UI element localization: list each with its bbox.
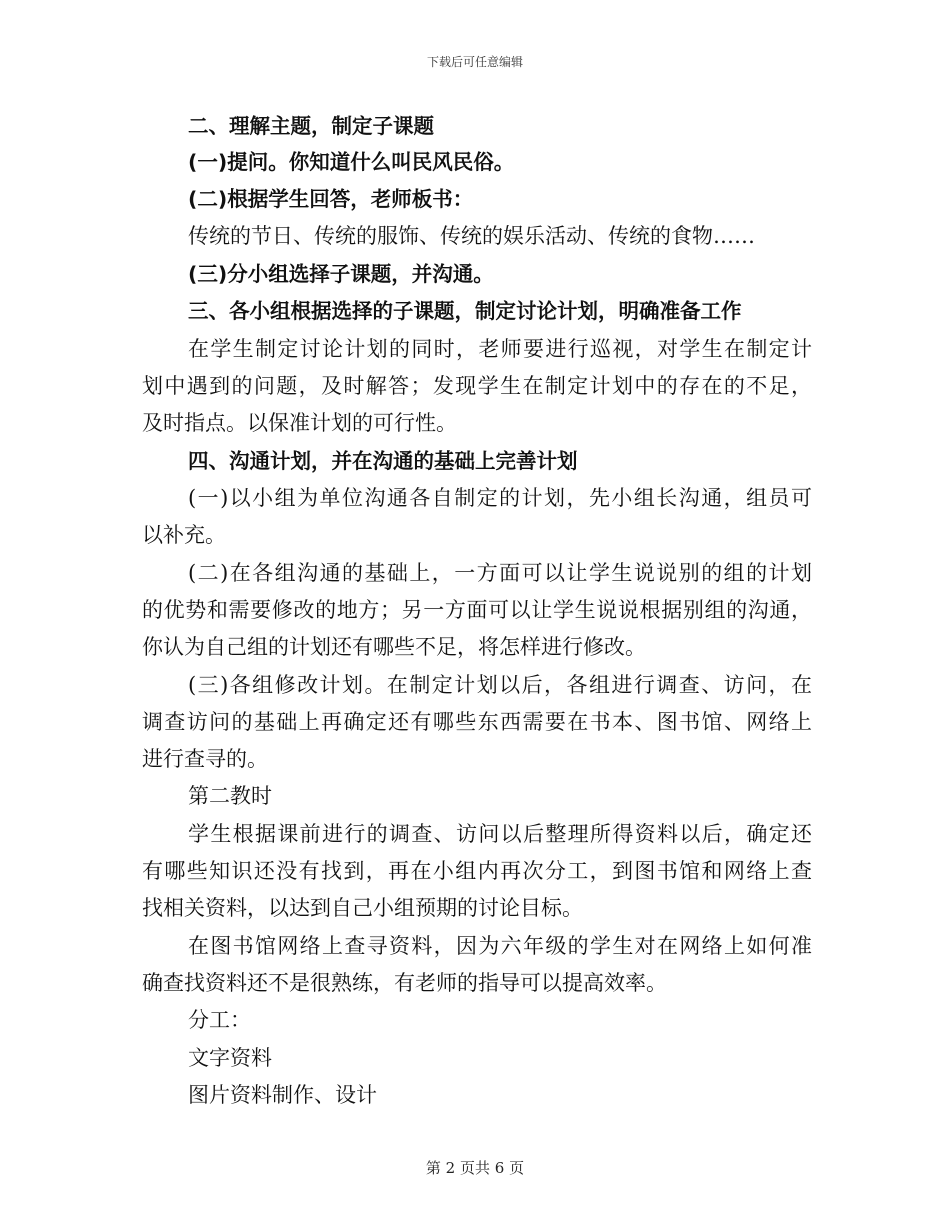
paragraph-line: 在学生制定讨论计划的同时，老师要进行巡视，对学生在制定计	[188, 337, 812, 361]
paragraph-line: 划中遇到的问题，及时解答；发现学生在制定计划中的存在的不足，	[142, 374, 812, 398]
paragraph-line: 的优势和需要修改的地方；另一方面可以让学生说说根据别组的沟通，	[142, 598, 812, 622]
subheading-question: (一)提问。你知道什么叫民风民俗。	[188, 150, 515, 174]
paragraph-line: 以补充。	[142, 523, 226, 547]
list-item: 图片资料制作、设计	[188, 1083, 377, 1107]
section-heading-3: 三、各小组根据选择的子课题，制定讨论计划，明确准备工作	[188, 299, 742, 323]
paragraph-line: 有哪些知识还没有找到，再在小组内再次分工，到图书馆和网络上查	[142, 859, 812, 883]
paragraph-line: 学生根据课前进行的调查、访问以后整理所得资料以后，确定还	[188, 822, 812, 846]
list-item: 文字资料	[188, 1046, 272, 1070]
section-heading-2: 二、理解主题，制定子课题	[188, 114, 434, 138]
subheading-groups: (三)分小组选择子课题，并沟通。	[188, 262, 494, 286]
paragraph-line: 及时指点。以保准计划的可行性。	[142, 411, 457, 435]
section-heading-4: 四、沟通计划，并在沟通的基础上完善计划	[188, 449, 578, 473]
paragraph-line: (三)各组修改计划。在制定计划以后，各组进行调查、访问，在	[188, 673, 812, 697]
subheading-board: (二)根据学生回答，老师板书：	[188, 187, 474, 211]
paragraph-line: (二)在各组沟通的基础上，一方面可以让学生说说别的组的计划	[188, 561, 812, 585]
list-heading: 分工：	[188, 1008, 251, 1032]
paragraph-line: 你认为自己组的计划还有哪些不足，将怎样进行修改。	[142, 635, 646, 659]
page-header: 下载后可任意编辑	[426, 55, 523, 69]
lesson-title: 第二教时	[188, 784, 272, 808]
paragraph-line: 调查访问的基础上再确定还有哪些东西需要在书本、图书馆、网络上	[142, 710, 812, 734]
paragraph-line: 传统的节日、传统的服饰、传统的娱乐活动、传统的食物……	[188, 224, 755, 248]
paragraph-line: (一)以小组为单位沟通各自制定的计划，先小组长沟通，组员可	[188, 486, 812, 510]
paragraph-line: 在图书馆网络上查寻资料，因为六年级的学生对在网络上如何准	[188, 934, 812, 958]
paragraph-line: 确查找资料还不是很熟练，有老师的指导可以提高效率。	[142, 971, 667, 995]
paragraph-line: 进行查寻的。	[142, 747, 268, 771]
page-footer: 第 2 页共 6 页	[425, 1159, 525, 1177]
paragraph-line: 找相关资料，以达到自己小组预期的讨论目标。	[142, 896, 583, 920]
